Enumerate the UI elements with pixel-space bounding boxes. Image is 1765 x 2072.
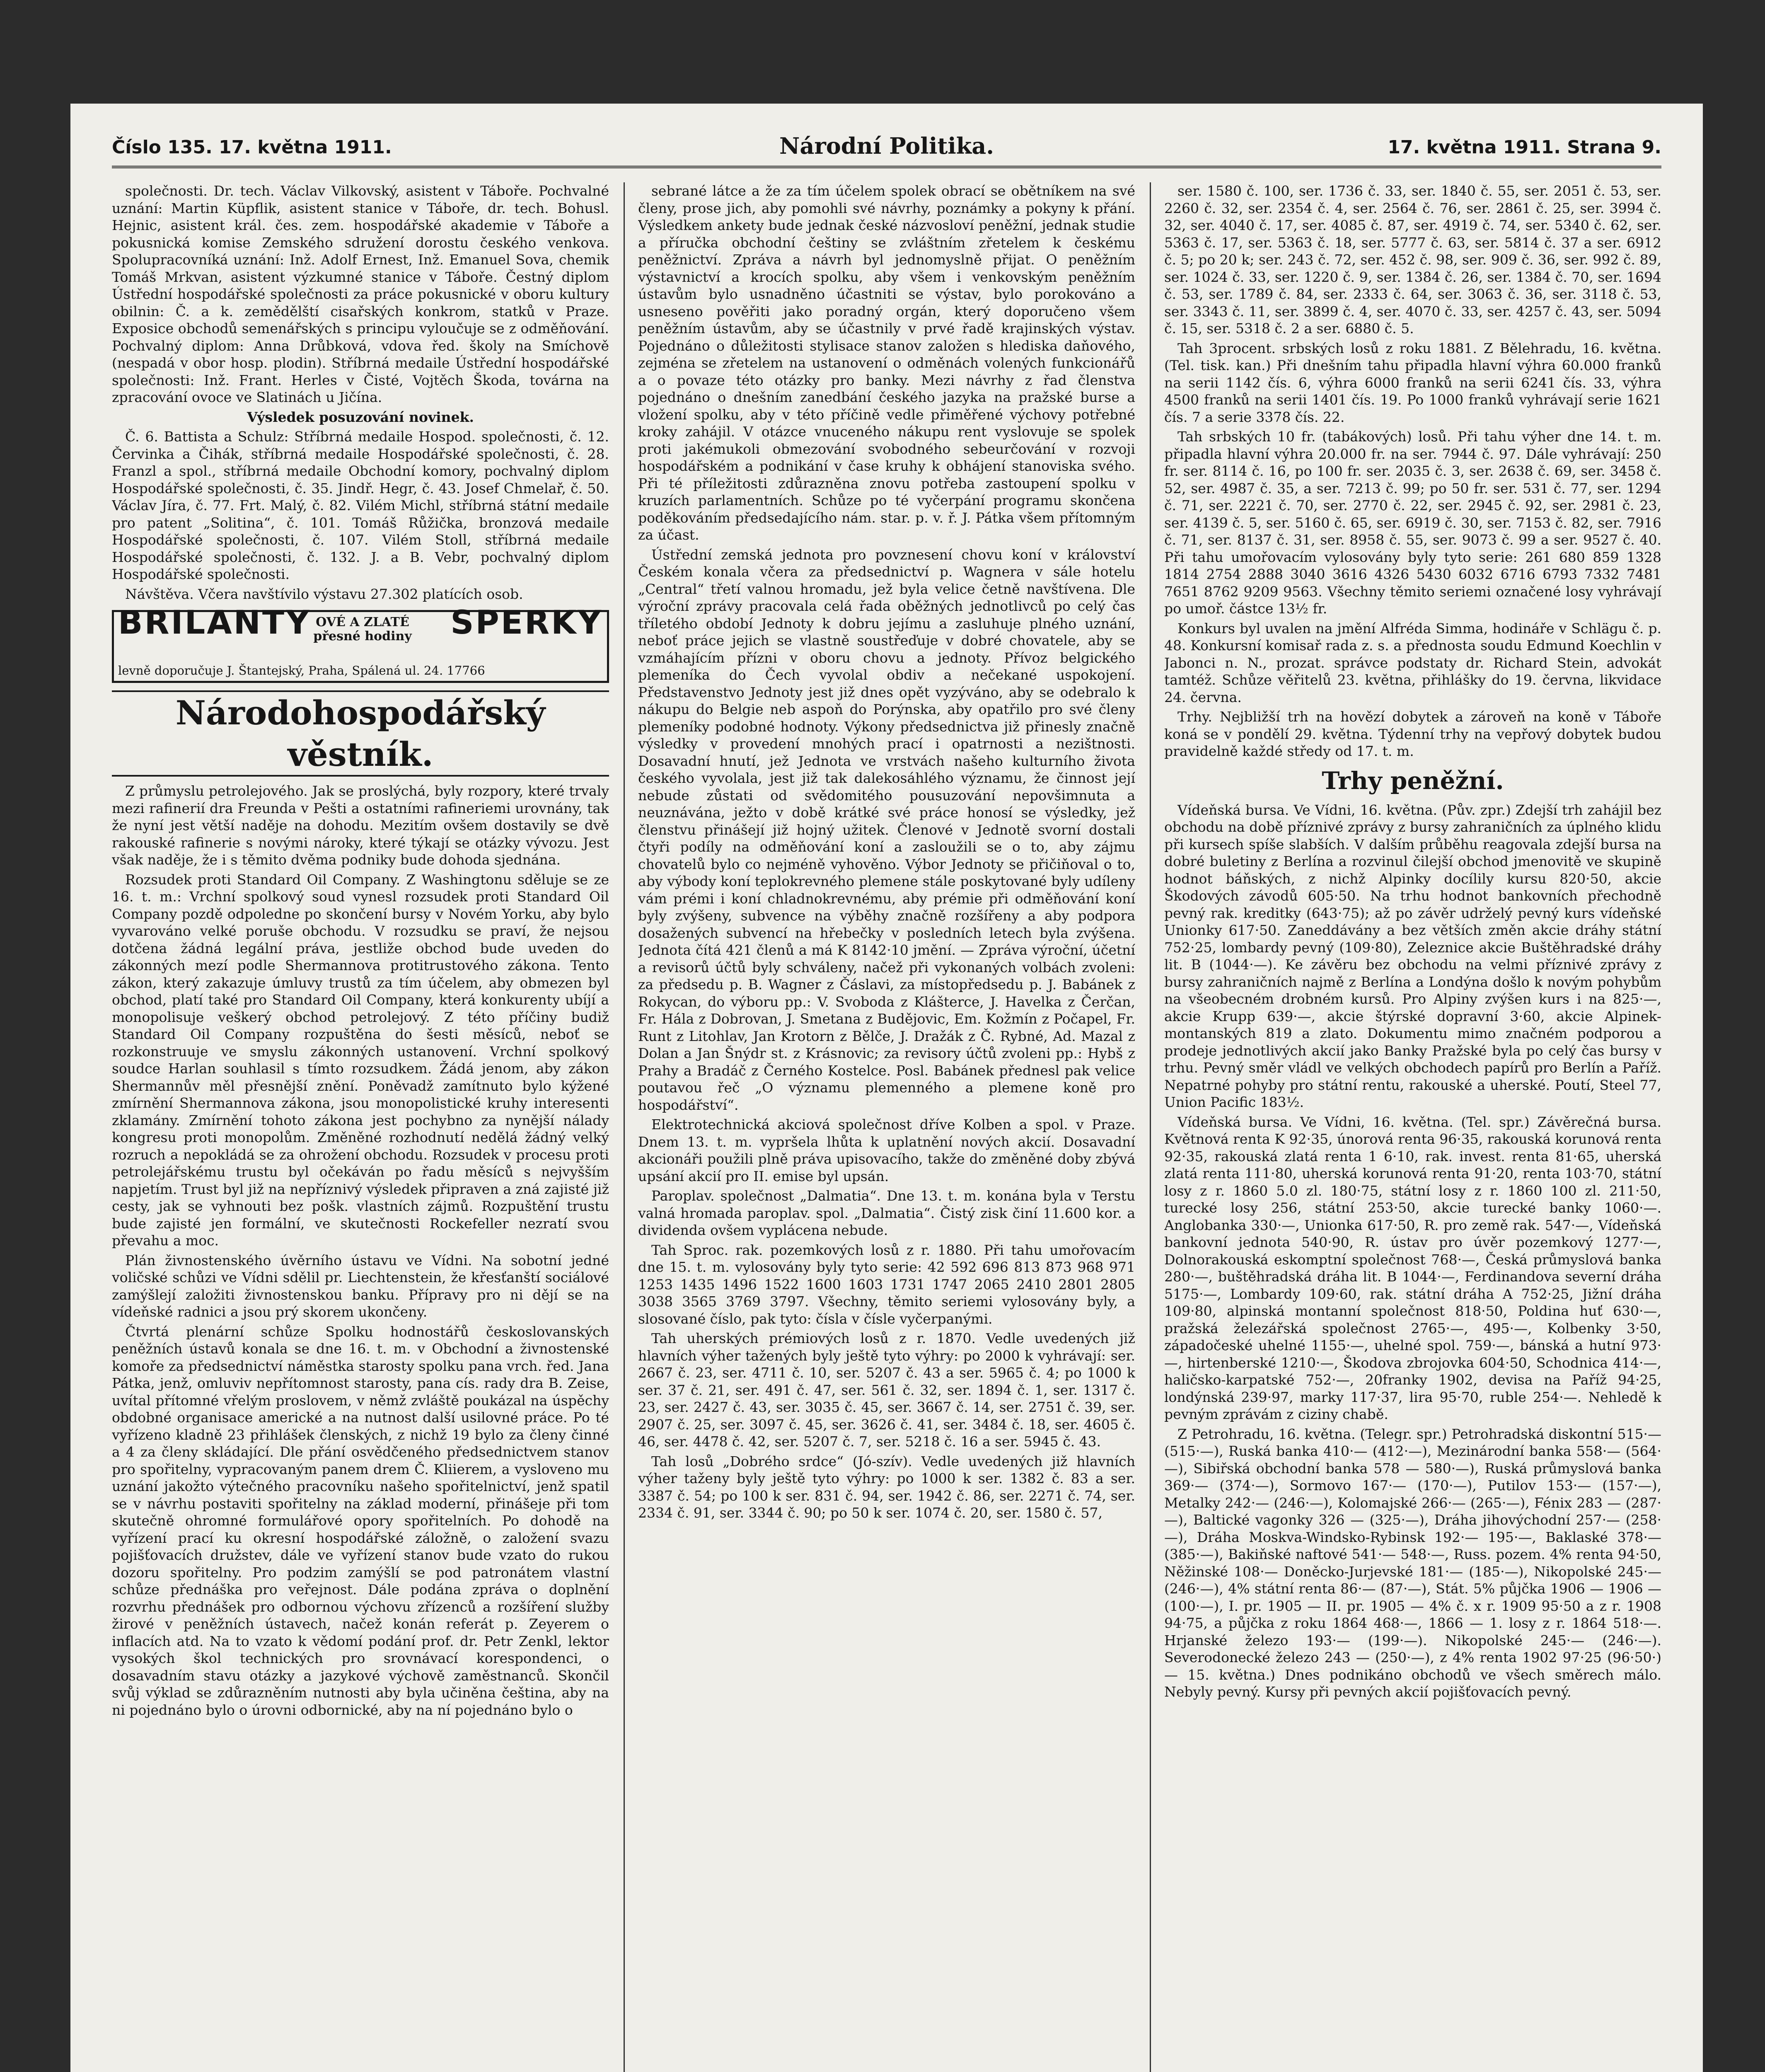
article-text: Čtvrtá plenární schůze Spolku hodnostářů českoslovanských peněžních ústavů konala se dne 16. t. m. v Obchodní a živnostenské komoře za předsednictví náměstka starosty spolku pana vrch. řed. Jana Pátka, jenž, omluviv nepřítomnost starosty, pana cís. rady dra B. Zeise, uvítal přítomné vřelým proslovem, v němž zvláště poukázal na úspěchy obdobné organisace americké a na nutnost další usilovné práce. Po té vyřízeno kladně 23 přihlášek členských, z nichž 19 bylo za členy činné a 4 za členy skládající. Dle přání osvědčeného předsednictvem stanov pro spořitelny, vypracovaným panem drem Č. Kliierem, a vysloveno mu uznání jakožto výtečného pracovníku našeho spořitelnictví, jenž spatil se v návrhu postaviti spořitelny na základ moderní, přinášeje při tom skutečně ohromné formulářové opory spořitelních. Po dohodě na vyřízení prací ku okresní hospodářské záložně, o založení svazu pojišťovacích družstev, dále ve vyřízení stanov bude vzato do rukou dozoru spořitelny. Pro podzim zamýšlí se pod patronátem vlastní schůze přednáška pro veřejnost. Dále podána zpráva o doplnění rozvrhu přednášek pro odbornou výchovu zřízenců a rozšíření služby žirové v peněžních ústavech, načež konán referát p. Zeyerem o inflacích atd. Na to vzato k vědomí podání prof. dr. Petr Zenkl, lektor vysokých škol technických pro srovnávací korespondenci, o dosavadním stavu otázky a jazykové výchově zaměstnanců. Skončil svůj výklad se zdůrazněním nutnosti aby byla učiněna čeština, aby na ni pojednáno bylo o úrovni odbornické, aby na ní pojednáno bylo o [112, 1323, 609, 1718]
article-text: Tah losů „Dobrého srdce“ (Jó-szív). Vedle uvedených již hlavních výher taženy byly ještě tyto výhry: po 1000 k ser. 1382 č. 83 a ser. 3387 č. 54; po 100 k ser. 831 č. 94, ser. 1942 č. 86, ser. 2271 č. 74, ser. 2334 č. 91, ser. 3344 č. 90; po 50 k ser. 1074 č. 20, ser. 1580 č. 57, [638, 1453, 1135, 1521]
column-2 [638, 182, 1135, 2072]
article-heading: Výsledek posuzování novinek. [247, 409, 474, 425]
article-text: Konkurs byl uvalen na jmění Alfréda Simma, hodináře v Schlägu č. p. 48. Konkursní komisař rada z. s. a přednosta soudu Edmund Koechlin v Jabonci n. N., prozat. správce podstaty dr. Richard Stein, advokát tamtéž. Schůze věřitelů 23. května, přihlášky do 19. června, likvidace 24. června. [1164, 620, 1661, 705]
article-text: Tah uherských prémiových losů z r. 1870. Vedle uvedených již hlavních výher tažených byly ještě tyto výhry: po 2000 k vyhrávají: ser. 2667 č. 23, ser. 4711 č. 10, ser. 5207 č. 43 a ser. 5965 č. 4; po 1000 k ser. 37 č. 21, ser. 491 č. 47, ser. 561 č. 32, ser. 1894 č. 1, ser. 1317 č. 23, ser. 2427 č. 43, ser. 3035 č. 45, ser. 3667 č. 14, ser. 2751 č. 39, ser. 2907 č. 25, ser. 3097 č. 45, ser. 3626 č. 41, ser. 3484 č. 18, ser. 4605 č. 46, ser. 4478 č. 42, ser. 5207 č. 7, ser. 5218 č. 16 a ser. 5945 č. 43. [638, 1330, 1135, 1450]
date-page: 17. května 1911. Strana 9. [1388, 137, 1661, 158]
masthead [112, 133, 1661, 168]
ad-sperky: SPERKY [450, 604, 603, 641]
article-text: Vídeňská bursa. Ve Vídni, 16. května. (Pův. zpr.) Zdejší trh zahájil bez obchodu na době příznivé zprávy z bursy zahraničních za úplného klidu při kursech spíše slabších. V dalším průběhu reagovala zdejší bursa na dobré buletiny z Berlína a rozvinul čilejší obchod jmenovitě ve skupině hodnot báňských, z nichž Alpinky docílily kursu 820·50, akcie Škodových závodů 605·50. Na trhu hodnot bankovních přechodně pevný rak. kreditky (643·75); až po závěr udrželý pevný kurs vídeňské Unionky 617·50. Zaneddávány a bez větších změn akcie dráhy státní 752·25, lombardy pevný (109·80), Zeleznice akcie Buštěhradské dráhy lit. B (1044·—). Ke závěru bez obchodu na velmi příznivé zprávy z bursy zahraničních najmě z Berlína a Londýna došlo k novým pohybům na všeobecném drobném kursů. Pro Alpiny zvýšen kurs i na 825·—, akcie Krupp 639·—, akcie štýrské dopravní 3·60, akcie Alpinek-montanských 819 a zlato. Dokumentu mimo značném podporou a prodeje jednotlivých akcií jako Banky Pražské byla po celý čas bursy v trhu. Pevný směr vládl ve velkých obchodech papírů pro Berlín a Paříž. Nepatrné pohyby pro státní rentu, rakouské a uherské. Poutí, Steel 77, Union Pacific 183½. [1164, 801, 1661, 1110]
article-text: Elektrotechnická akciová společnost dříve Kolben a spol. v Praze. Dnem 13. t. m. vypršela lhůta k uplatnění nových akcií. Dosavadní akcionáři použili plně práva upisovacího, takže do změněné doby zbývá upsání akcií pro II. emise byl upsán. [638, 1116, 1135, 1184]
section-title: Trhy peněžní. [1322, 766, 1504, 795]
article-text: Tah srbských 10 fr. (tabákových) losů. Při tahu výher dne 14. t. m. připadla hlavní výhra 20.000 fr. na ser. 7944 č. 97. Dále vyhrávají: 250 fr. ser. 8114 č. 16, po 100 fr. ser. 2035 č. 3, ser. 2638 č. 69, ser. 3458 č. 52, ser. 4987 č. 35, a ser. 7213 č. 99; po 50 fr. ser. 531 č. 77, ser. 1294 č. 71, ser. 2221 č. 70, ser. 2770 č. 22, ser. 2945 č. 92, ser. 2981 č. 23, ser. 4139 č. 5, ser. 5160 č. 65, ser. 6919 č. 30, ser. 7153 č. 82, ser. 7916 č. 71, ser. 8137 č. 31, ser. 8958 č. 55, ser. 9073 č. 99 a ser. 9527 č. 40. Při tahu umořovacím vylosovány byly tyto serie: 261 680 859 1328 1814 2754 2888 3040 3616 4326 5430 6032 6716 6793 7332 7481 7651 8762 9209 9563. Všechny těmito seriemi označené losy vyhrávají po umoř. částce 13½ fr. [1164, 428, 1661, 617]
jewelry-advertisement [112, 604, 609, 683]
article-text: společnosti. Dr. tech. Václav Vilkovský, asistent v Táboře. Pochvalné uznání: Martin Küpflik, asistent stanice v Táboře, dr. tech. Bohusl. Hejnic, asistent král. čes. zem. hospodářské akademie v Táboře a pokusnická komise Zemského sdružení dorostu českého venkova. Spolupracovníká uznání: Inž. Adolf Ernest, Inž. Emanuel Sova, chemik Tomáš Mrkvan, asistent výzkumné stanice v Táboře. Čestný diplom Ústřední hospodářské společnosti za práce pokusnické v oboru kultury obilnin: Č. a k. zemědělští cisařských konkrom, statků v Praze. Exposice obchodů semenářských s principu vyloučuje se z odměňování. Pochvalný diplom: Anna Drůbková, vdova řed. školy na Smíchově (nespadá v obor hosp. plodin). Stříbrná medaile Ústřední hospodářské společnosti: Inž. Frant. Herles v Čisté, Vojtěch Škoda, továrna na zpracování ovoce ve Slatinách u Jičína. [112, 183, 609, 405]
ad-footer: levně doporučuje J. Štantejský, Praha, Spálená ul. 24. 17766 [118, 663, 485, 678]
article-text: Paroplav. společnost „Dalmatia“. Dne 13. t. m. konána byla v Terstu valná hromada paroplav. spol. „Dalmatia“. Čistý zisk činí 11.600 kor. a dividenda ovšem vyplácena nebude. [638, 1188, 1135, 1238]
article-text: Tah 3procent. srbských losů z roku 1881. Z Bělehradu, 16. května. (Tel. tisk. kan.) Při dnešním tahu připadla hlavní výhra 60.000 franků na serii 1142 čís. 6, výhra 6000 franků na serii 6241 čís. 33, výhra 4500 franků na serii 1401 čís. 19. Po 1000 franků vyhrávají serie 1621 čís. 7 a serie 3378 čís. 22. [1164, 340, 1661, 425]
article-text: Tah Sproc. rak. pozemkových losů z r. 1880. Při tahu umořovacím dne 15. t. m. vylosovány byly tyto serie: 42 592 696 813 873 968 971 1253 1435 1496 1522 1600 1603 1731 1747 2065 2410 2801 2805 3038 3565 3769 3797. Všechny, těmito seriemi vylosovány byly, a slosované číslo, pak tyto: čísla v čísle vyčerpanými. [638, 1242, 1135, 1327]
article-text: Rozsudek proti Standard Oil Company. Z Washingtonu sděluje se ze 16. t. m.: Vrchní spolkový soud vynesl rozsudek proti Standard Oil Company pozdě odpoledne po skončení bursy v Novém Yorku, aby bylo vyvarováno velké poruše obchodu. V rozsudku se praví, že nejsou dotčena žádná legální práva, jestliže obchod bude uveden do zákonných mezí podle Shermannova protitrustového zákona. Tento zákon, který zakazuje úmluvy trustů za tím účelem, aby obmezen byl obchod, platí také pro Standard Oil Company, která konkurenty ubíjí a monopolisuje veškerý obchod petrolejový. Z této příčiny budiž Standard Oil Company rozpuštěna do šesti měsíců, neboť se rozkonstruuje ve smyslu zákonných ustanovení. Vrchní spolkový soudce Harlan souhlasil s tímto rozsudkem. Žádá jenom, aby zákon Shermannův měl přesnější znění. Poněvadž zamítnuto bylo kýžené zmírnění Shermannova zákona, jsou monopolistické kruhy interesenti zklamány. Zmírnění tohoto zákona jest pochybno za nynější nálady kongresu proti monopolům. Změněné rozhodnutí nedělá žádný velký rozruch a nepokládá se za ohrožení obchodu. Rozsudek v procesu proti petrolejářskému trustu byl očekáván po řadu měsíců s nejvyšším napjetím. Trust byl již na nepříznivý výsledek připraven a zná zajisté již cesty, jak se vyhnouti bez pošk. vlastních zájmů. Rozpuštění trustu bude zajisté jen formální, ve skutečnosti Rockefeller nezratí svou převahu a moc. [112, 871, 609, 1249]
newspaper-title: Národní Politika. [779, 133, 994, 159]
article-text: Z průmyslu petrolejového. Jak se proslýchá, byly rozpory, které trvaly mezi rafinerií dra Freunda v Pešti a ostatními rafineriemi urovnány, tak že nyní jest větší naděje na dohodu. Mezitím ovšem dostavily se dvě rakouské rafinerie s novými nároky, které týkají se otázky vývozu. Jest však naděje, že i s těmito dvěma podniky bude dohoda sjednána. [112, 783, 609, 868]
column-3 [1164, 182, 1661, 2072]
ad-middle-text: OVÉ A ZLATÉ přesné hodiny [313, 615, 412, 644]
issue-number: Číslo 135. 17. května 1911. [112, 137, 392, 158]
column-rule [1150, 182, 1151, 2072]
article-text: Č. 6. Battista a Schulz: Stříbrná medaile Hospod. společnosti, č. 12. Červinka a Čihák, stříbrná medaile Hospodářské společnosti, č. 28. Franzl a spol., stříbrná medaile Obchodní komory, pochvalný diplom Hospodářské společnosti, č. 35. Jindř. Hegr, č. 43. Josef Chmelař, č. 50. Václav Jíra, č. 77. Frt. Malý, č. 82. Vilém Michl, stříbrná státní medaile pro patent „Solitina“, č. 101. Tomáš Růžička, bronzová medaile Hospodářské společnosti, č. 107. Vilém Stoll, stříbrná medaile Hospodářské společnosti, č. 132. J. a B. Vebr, pochvalný diplom Hospodářské společnosti. [112, 428, 609, 582]
article-text: ser. 1580 č. 100, ser. 1736 č. 33, ser. 1840 č. 55, ser. 2051 č. 53, ser. 2260 č. 32, ser. 2354 č. 4, ser. 2564 č. 76, ser. 2861 č. 25, ser. 3994 č. 32, ser. 4040 č. 17, ser. 4085 č. 87, ser. 4919 č. 74, ser. 5340 č. 62, ser. 5363 č. 17, ser. 5363 č. 18, ser. 5777 č. 63, ser. 5814 č. 37 a ser. 6912 č. 5; po 20 k; ser. 243 č. 72, ser. 452 č. 98, ser. 909 č. 36, ser. 992 č. 89, ser. 1024 č. 33, ser. 1220 č. 9, ser. 1384 č. 26, ser. 1384 č. 70, ser. 1694 č. 53, ser. 1789 č. 84, ser. 2333 č. 64, ser. 3063 č. 36, ser. 3118 č. 53, ser. 3343 č. 11, ser. 3899 č. 4, ser. 4070 č. 33, ser. 4257 č. 43, ser. 5094 č. 15, ser. 5318 č. 2 a ser. 6880 č. 5. [1164, 183, 1661, 336]
article-text: Návštěva. Včera navštívilo výstavu 27.302 platících osob. [125, 586, 523, 602]
section-title: Národohospodářský věstník. [112, 690, 609, 777]
ad-brilanty: BRILANTY [118, 604, 311, 641]
article-text: sebrané látce a že za tím účelem spolek obrací se obětníkem na své členy, prose jich, aby pomohli své návrhy, poznámky a pokyny k přání. Výsledkem ankety bude jednak české názvosloví peněžní, jednak studie a příručka obchodní češtiny se zvláštním zřetelem k českému peněžnictví. Zpráva a návrh byl jednomyslně přijat. O peněžním výstavnictví a krocích spolku, aby všem i venkovským peněžním ústavům bylo usnadněno účastniti se výstav, bylo porokováno a usneseno pověřiti jako poradný orgán, který doporučeno všem peněžním ústavům, aby se účastnily v prvé řadě krajinských výstav. Pojednáno o důležitosti stylisace stanov založen s hlediska daňového, zejména se zřetelem na ustanovení o odměnách volených funkcionářů a o povaze této otázky pro banky. Mezi návrhy z řad členstva pojednáno o dnešním zanedbání českého jazyka na pražské burse a vložení spolku, aby v této příčině vedle přiměřené výchovy potřebné kroky zahájil. V otázce vnuceného nákupu rent vyslovuje se spolek proti jakémukoli obmezování svobodného sebeurčování v rozvoji hospodářském a podnikání v čase kruhy k obhájení stanoviska svého. Při té příležitosti zdůrazněna znovu potřeba zastoupení spolku v kruzích parlamentních. Schůze po té vyčerpání programu skončena poděkováním předsedajícího nám. star. p. v. ř. J. Pátka všem přítomným za účast. [638, 183, 1135, 543]
article-text: Trhy. Nejbližší trh na hovězí dobytek a zároveň na koně v Táboře koná se v pondělí 29. května. Týdenní trhy na vepřový dobytek budou pravidelně každé středy od 17. t. m. [1164, 709, 1661, 759]
newspaper-page [70, 104, 1703, 2072]
article-text: Plán živnostenského úvěrního ústavu ve Vídni. Na sobotní jedné voličské schůzi ve Vídni sdělil pr. Liechtenstein, že křesťanští sociálové zamýšlejí založiti živnostenskou banku. Přípravy pro ni dějí se na vídeňské radnici a jsou prý skorem ukončeny. [112, 1252, 609, 1320]
column-1 [112, 182, 609, 2072]
article-text: Vídeňská bursa. Ve Vídni, 16. května. (Tel. spr.) Závěrečná bursa. Květnová renta K 92·35, únorová renta 96·35, rakouská korunová renta 92·35, rakouská zlatá renta 1 6·10, rak. invest. renta 81·65, uherská zlatá renta 111·80, uherská korunová renta 91·20, renta 103·70, státní losy z r. 1860 5.0 zl. 180·75, státní losy z r. 1860 100 zl. 211·50, turecké losy 256, státní 253·50, akcie turecké banky 1060·—. Anglobanka 330·—, Unionka 617·50, R. pro země rak. 547·—, Vídeňská bankovní jednota 540·90, R. ústav pro úvěr pozemkový 1277·—, Dolnorakouská eskomptní společnost 768·—, Česká průmyslová banka 280·—, buštěhradská dráha lit. B 1044·—, Ferdinandova severní dráha 5175·—, Lombardy 109·60, rak. státní dráha A 752·25, Jižní dráha 109·80, alpinská montanní společnost 818·50, Poldina huť 630·—, pražská železářská společnost 2765·—, 495·—, Kolbenky 3·50, západočeské uhelné 1155·—, uhelné spol. 759·—, bánská a hutní 973·—, hirtenberské 1210·—, Škodova zbrojovka 604·50, Schodnica 414·—, haličsko-karpatské 752·—, 20franky 1902, devisa na Paříž 94·25, londýnská 239·97, marky 117·37, lira 95·70, ruble 254·—. Nehledě k pevným zprávám z ciziny chabě. [1164, 1113, 1661, 1422]
column-rule [624, 182, 625, 2072]
article-text: Ústřední zemská jednota pro povznesení chovu koní v království Českém konala včera za předsednictví p. Wagnera v sále hotelu „Central“ třetí valnou hromadu, jež byla velice četně navštívena. Dle výroční zprávy pracovala celá řada oběžných jednotlivců po celý čas tříletého období Jednoty k dobru jejímu a zasluhuje plného uznání, neboť práce jejich se vlastně soustřeďuje v dobré chovatele, aby se vzmáhajícím přízni v oboru chovu a jednoty. Přívoz belgického plemeníka do Čech vyvolal obdiv a nečekané uspokojení. Představenstvo Jednoty jest již dnes opět vyzýváno, aby se odebralo k nákupu do Belgie neb aspoň do Porýnska, aby opatřilo pro své členy plemeníky podobné hodnoty. Výkony předsednictva již přinesly značně výsledky v provedení mnohých prací i opatrnosti a nezištnosti. Dosavadní hnutí, jež Jednota ve vrstvách našeho kulturního života českého vyvolala, jest již tak dalekosáhlého významu, že činnost její nebude zůstati od svědomitého pousuzování nepovšimnuta a neuznávána, ježto v době krátké své práce honosí se výsledky, jež členstvu přinášejí již hojný užitek. Členové v Jednotě svorní dostali čtyři podíly na odměňování koní a zasloužili se o to, aby zájmu chovatelů bylo co nejméně vyhověno. Výbor Jednoty se přičiňoval o to, aby výbody koní teplokrevného plemene stále poskytované byly udíleny vám prémi i koní chladnokrevnému, aby prémie při odměňování koní byly zvýšeny, subvence na výběhy značně rozšířeny a aby podpora dosažených subvencí na hřebečky v posledních letech byla zvýšena. Jednota čítá 421 členů a má K 8142·10 jmění. — Zpráva výroční, účetní a revisorů účtů byly schváleny, načež při vykonaných volbách zvoleni: za předsedu p. B. Wagner z Čáslavi, za místopředsedu p. J. Babánek z Rokycan, do výboru pp.: V. Svoboda z Klášterce, J. Havelka z Čerčan, Fr. Hála z Dobrovan, J. Smetana z Budějovic, Em. Kožmín z Počapel, Fr. Runt z Litohlav, Jan Krotorn z Bělče, J. Dražák z Č. Rybné, Ad. Mazal z Dolan a Jan Šnýdr st. z Krásnovic; za revisory účtů zvoleni pp.: Hybš z Prahy a Bradáč z Černého Kostelce. Posl. Babánek přednesl pak velice poutavou řeč „O významu plemenného a plemene koně pro hospodářství“. [638, 546, 1135, 1113]
article-text: Z Petrohradu, 16. května. (Telegr. spr.) Petrohradská diskontní 515·— (515·—), Ruská banka 410·— (412·—), Mezinárodní banka 558·— (564·—), Sibiřská obchodní banka 578 — 580·—), Ruská průmyslová banka 369·— (374·—), Sormovo 167·— (170·—), Putilov 153·— (157·—), Metalky 242·— (246·—), Kolomajské 266·— (265·—), Fénix 283 — (287·—), Baltické vagonky 326 — (325·—), Dráha jihovýchodní 257·— (258·—), Dráha Moskva-Windsko-Rybinsk 192·— 195·—, Baklaské 378·— (385·—), Bakiňské naftové 541·— 548·—, Russ. pozem. 4% renta 94·50, Něžinské 108·— Doněcko-Jurjevské 181·— (185·—), Nikopolské 245·— (246·—), 4% státní renta 86·— (87·—), Stát. 5% půjčka 1906 — 1906 — (100·—), I. pr. 1905 — II. pr. 1905 — 4% č. x r. 1909 95·50 a z r. 1908 94·75, a půjčka z roku 1864 468·—, 1866 — 1. losy z r. 1864 518·—. Hrjanské železo 193·— (199·—). Nikopolské 245·— (246·—). Severodonecké železo 243 — (250·—), z 4% renta 1902 97·25 (96·50·) — 15. května.) Dnes podnikáno obchodů ve všech směrech málo. Nebyly pevný. Kursy při pevných akcií pojišťovacích pevný. [1164, 1426, 1661, 1700]
